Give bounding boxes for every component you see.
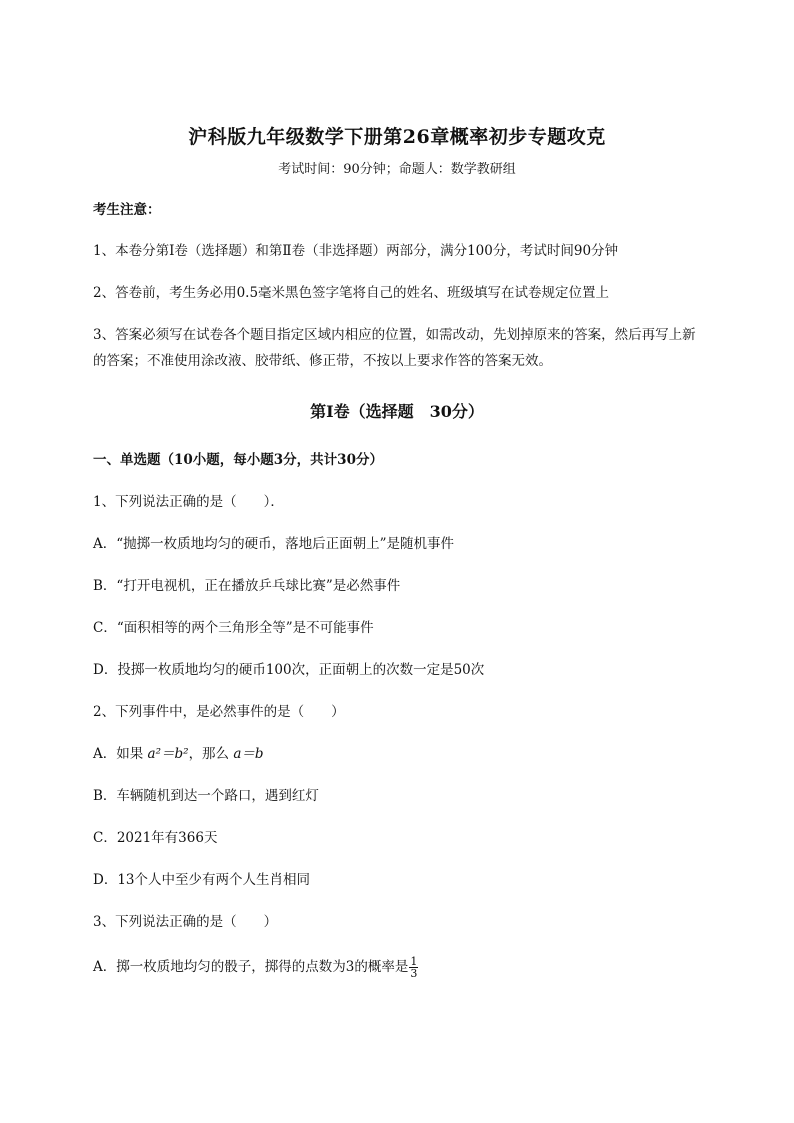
option-a [93,742,733,766]
exam-info: 考试时间：90分钟；命题人：数学教研组 [278,162,516,177]
notice-item: 3、答案必须写在试卷各个题目指定区域内相应的位置，如需改动，先划掉原来的答案，然后再写上新 [93,327,696,343]
option-a-middle: ，那么 [188,746,234,762]
question-stem: 3、下列说法正确的是（ ） [93,914,278,930]
document-title: 沪科版九年级数学下册第26章概率初步专题攻克 [188,126,606,148]
math-expression: a²＝b² [147,746,189,762]
fraction-denominator: 3 [410,967,418,980]
option-c: C．“面积相等的两个三角形全等”是不可能事件 [93,620,374,636]
option-a: A．“抛掷一枚质地均匀的硬币，落地后正面朝上”是随机事件 [93,536,455,552]
option-a-text: A．掷一枚质地均匀的骰子，掷得的点数为3的概率是 [93,959,409,975]
option-a-prefix: A．如果 [93,746,148,762]
option-d: D．投掷一枚质地均匀的硬币100次，正面朝上的次数一定是50次 [93,662,485,678]
option-a [93,955,733,979]
fraction [409,956,418,979]
option-d: D．13个人中至少有两个人生肖相同 [93,872,311,888]
notice-heading: 考生注意： [93,202,161,218]
option-b: B．“打开电视机，正在播放乒乓球比赛”是必然事件 [93,578,401,594]
option-b: B．车辆随机到达一个路口，遇到红灯 [93,788,319,804]
question-stem: 1、下列说法正确的是（ ）． [93,494,284,510]
notice-item: 1、本卷分第I卷（选择题）和第Ⅱ卷（非选择题）两部分，满分100分，考试时间90分钟 [93,243,619,259]
option-c: C．2021年有366天 [93,830,218,846]
notice-item: 2、答卷前，考生务必用0.5毫米黑色签字笔将自己的姓名、班级填写在试卷规定位置上 [93,285,610,301]
section-title: 第I卷（选择题 30分） [310,402,484,421]
math-expression: a＝b [233,746,264,762]
fraction-numerator: 1 [410,955,418,968]
part-heading: 一、单选题（10小题，每小题3分，共计30分） [93,452,383,468]
notice-item: 的答案；不准使用涂改液、胶带纸、修正带，不按以上要求作答的答案无效。 [93,353,552,369]
question-stem: 2、下列事件中，是必然事件的是（ ） [93,704,345,720]
